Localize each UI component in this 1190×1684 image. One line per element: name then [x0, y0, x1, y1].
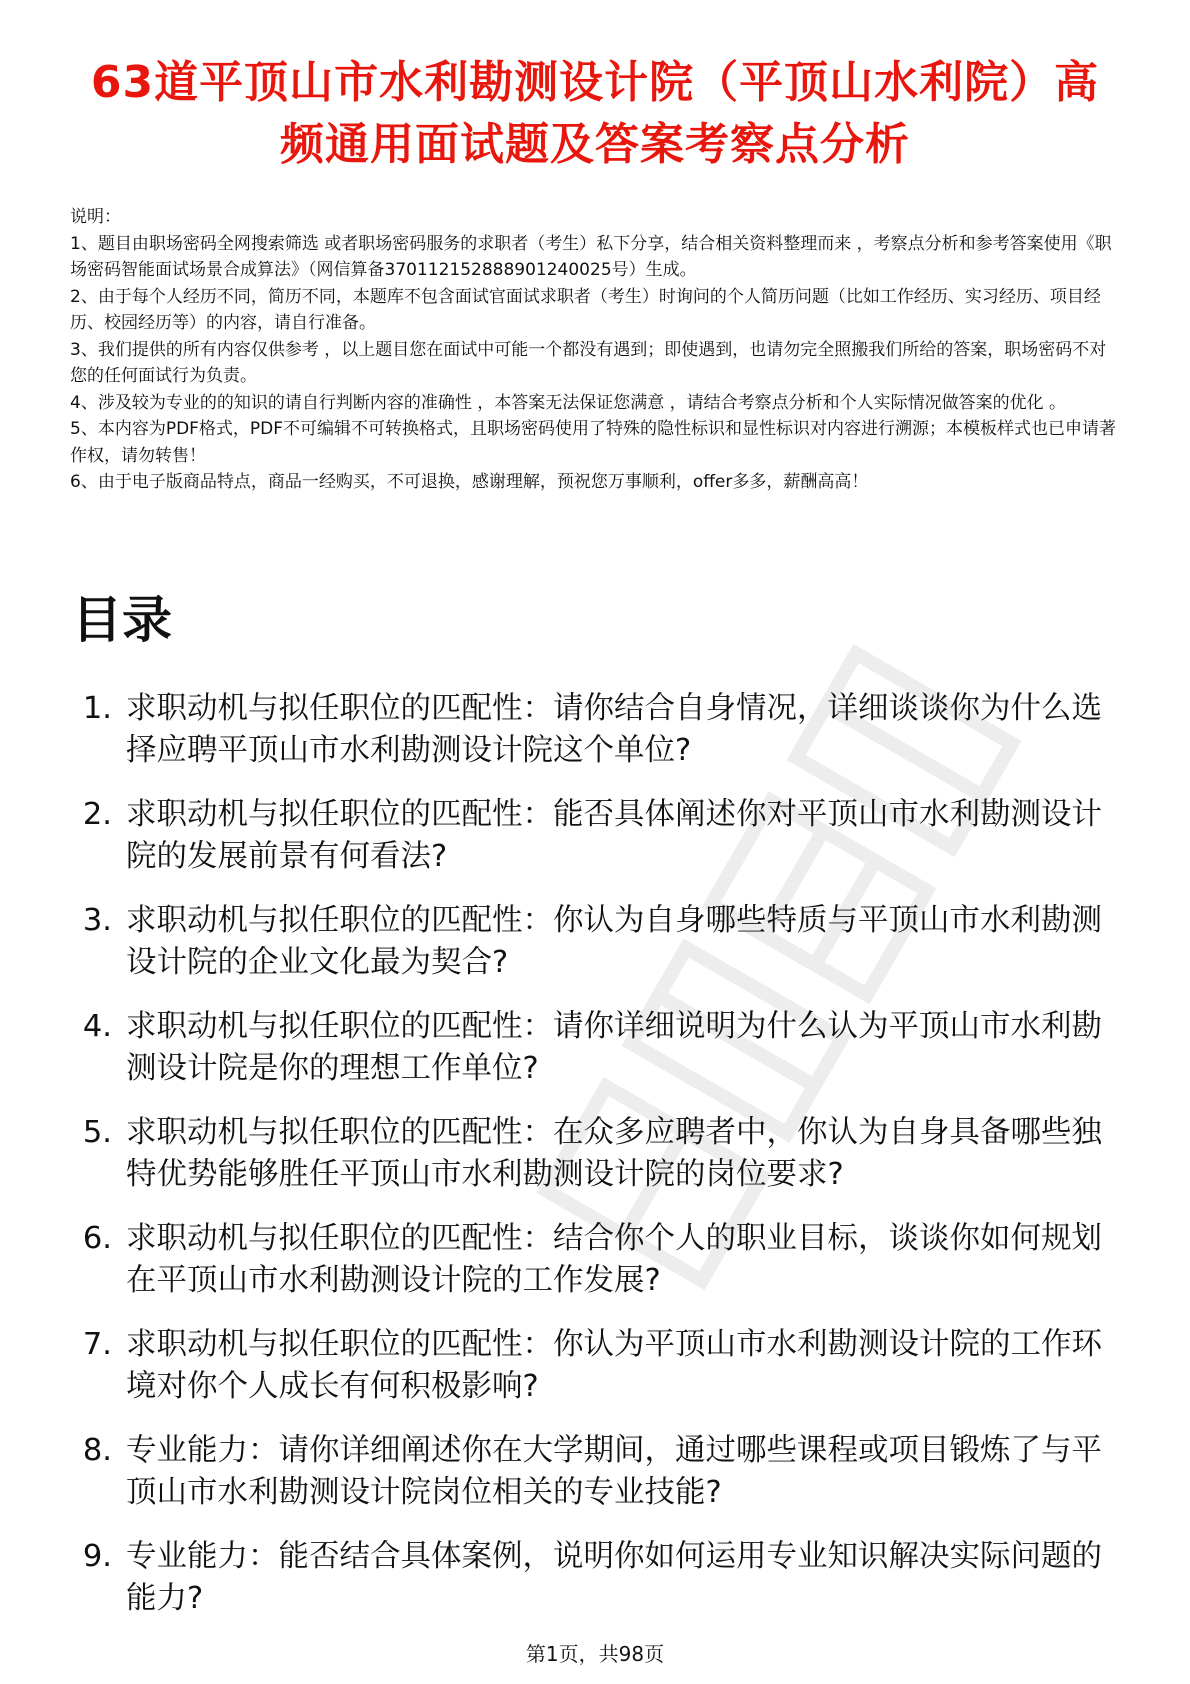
- note-item: 3、我们提供的所有内容仅供参考 ，以上题目您在面试中可能一个都没有遇到；即使遇到，也请勿完全照搬我们所给的答案，职场密码不对您的任何面试行为负责。: [70, 339, 1107, 386]
- toc-item-3[interactable]: [70, 900, 1110, 984]
- toc-text: 求职动机与拟任职位的匹配性：请你结合自身情况，详细谈谈你为什么选择应聘平顶山市水利勘测设计院这个单位?: [126, 691, 1102, 768]
- toc-heading: 目录: [72, 591, 172, 649]
- toc-text: 求职动机与拟任职位的匹配性：你认为平顶山市水利勘测设计院的工作环境对你个人成长有何积极影响?: [126, 1327, 1102, 1404]
- note-heading: 说明：: [70, 207, 121, 227]
- toc-text: 专业能力：能否结合具体案例，说明你如何运用专业知识解决实际问题的能力?: [126, 1539, 1102, 1616]
- toc-text: 求职动机与拟任职位的匹配性：在众多应聘者中，你认为自身具备哪些独特优势能够胜任平顶山市水利勘测设计院的岗位要求?: [126, 1115, 1102, 1192]
- note-item: 4、涉及较为专业的的知识的请自行判断内容的准确性 ，本答案无法保证您满意 ，请结合考察点分析和个人实际情况做答案的优化 。: [70, 392, 1067, 413]
- toc-item-7[interactable]: [70, 1324, 1110, 1408]
- toc-item-8[interactable]: [70, 1430, 1110, 1514]
- table-of-contents: [70, 688, 1110, 1642]
- toc-number: 6.: [82, 1221, 112, 1256]
- toc-item-9[interactable]: [70, 1536, 1110, 1620]
- note-item: 2、由于每个人经历不同，简历不同，本题库不包含面试官面试求职者（考生）时询问的个人简历问题（比如工作经历、实习经历、项目经历、校园经历等）的内容，请自行准备。: [70, 286, 1101, 333]
- toc-item-2[interactable]: [70, 794, 1110, 878]
- toc-text: 求职动机与拟任职位的匹配性：能否具体阐述你对平顶山市水利勘测设计院的发展前景有何看法?: [126, 797, 1102, 874]
- note-item: 5、本内容为PDF格式，PDF不可编辑不可转换格式，且职场密码使用了特殊的隐性标识和显性标识对内容进行溯源；本模板样式也已申请著作权，请勿转售！: [70, 419, 1117, 466]
- toc-text: 求职动机与拟任职位的匹配性：请你详细说明为什么认为平顶山市水利勘测设计院是你的理想工作单位?: [126, 1009, 1102, 1086]
- document-title: 63道平顶山市水利勘测设计院（平顶山水利院）高频通用面试题及答案考察点分析: [90, 57, 1100, 170]
- toc-number: 3.: [82, 903, 112, 938]
- toc-item-4[interactable]: [70, 1006, 1110, 1090]
- note-item: 1、题目由职场密码全网搜索筛选 或者职场密码服务的求职者（考生）私下分享，结合相关资料整理而来 ，考察点分析和参考答案使用《职场密码智能面试场景合成算法》（网信算备370112152888901240025号）生成。: [70, 233, 1112, 280]
- page-footer: 第1页，共98页: [525, 1642, 665, 1666]
- toc-text: 专业能力：请你详细阐述你在大学期间，通过哪些课程或项目锻炼了与平顶山市水利勘测设计院岗位相关的专业技能?: [126, 1433, 1102, 1510]
- toc-number: 7.: [82, 1327, 112, 1362]
- toc-number: 1.: [82, 691, 112, 726]
- toc-number: 4.: [82, 1009, 112, 1044]
- disclaimer-notes: [70, 204, 1122, 496]
- note-item: 6、由于电子版商品特点，商品一经购买，不可退换，感谢理解，预祝您万事顺利，offer多多，薪酬高高！: [70, 472, 869, 492]
- toc-number: 8.: [82, 1433, 112, 1468]
- toc-text: 求职动机与拟任职位的匹配性：你认为自身哪些特质与平顶山市水利勘测设计院的企业文化最为契合?: [126, 903, 1102, 980]
- toc-number: 2.: [82, 797, 112, 832]
- toc-item-5[interactable]: [70, 1112, 1110, 1196]
- toc-item-6[interactable]: [70, 1218, 1110, 1302]
- toc-item-1[interactable]: [70, 688, 1110, 772]
- toc-number: 5.: [82, 1115, 112, 1150]
- toc-number: 9.: [82, 1539, 112, 1574]
- toc-text: 求职动机与拟任职位的匹配性：结合你个人的职业目标，谈谈你如何规划在平顶山市水利勘测设计院的工作发展?: [126, 1221, 1102, 1298]
